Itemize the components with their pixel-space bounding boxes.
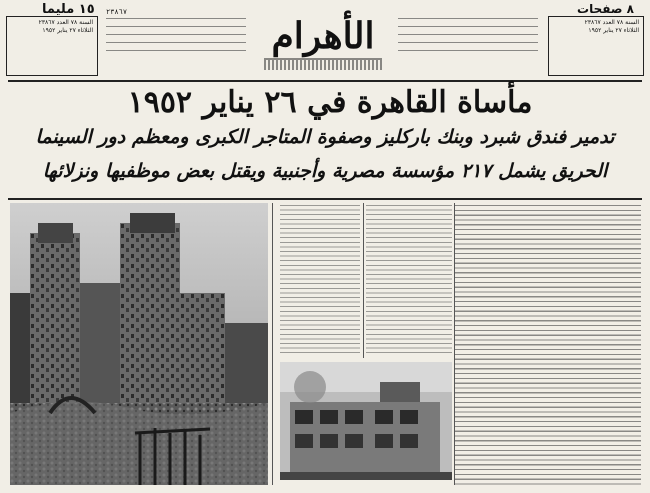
info-line: السنة ٧٨ العدد ٢٣٨٦٧ [38,19,93,26]
text-column-1 [280,205,360,355]
price: ١٥ مليما [42,2,95,17]
logo-block [258,14,388,76]
ruins-photo [10,203,268,485]
info-line: السنة ٧٨ العدد ٢٣٨٦٧ [584,19,639,26]
building-photo [280,362,452,480]
logo-base [264,58,382,70]
subheadline-1: تدمير فندق شبرد وبنك باركليز وصفوة المتاجر الكبرى ومعظم دور السينما [35,126,615,148]
newspaper-logo: الأهرام [271,15,375,57]
info-line: الثلاثاء ٢٧ يناير ١٩٥٢ [42,27,93,34]
info-line: الثلاثاء ٢٧ يناير ١٩٥٢ [588,27,639,34]
text-column-right [455,205,641,485]
issue-number: ٢٣٨٦٧ [106,8,128,16]
masthead-info-box-left [6,16,98,76]
masthead [6,4,644,80]
divider [8,198,642,200]
main-headline: مأساة القاهرة في ٢٦ يناير ١٩٥٢ [127,85,533,120]
subheadline-2: الحريق يشمل ٢١٧ مؤسسة مصرية وأجنبية ويقتل بعض موظفيها ونزلائها [42,160,608,182]
text-column-2 [366,205,452,355]
column-rule [272,203,273,485]
masthead-text-right [398,18,538,58]
masthead-info-box-right [548,16,644,76]
column-rule [363,203,364,358]
page-count: ٨ صفحات [577,2,634,16]
masthead-text-left [106,18,246,58]
divider [8,80,642,82]
